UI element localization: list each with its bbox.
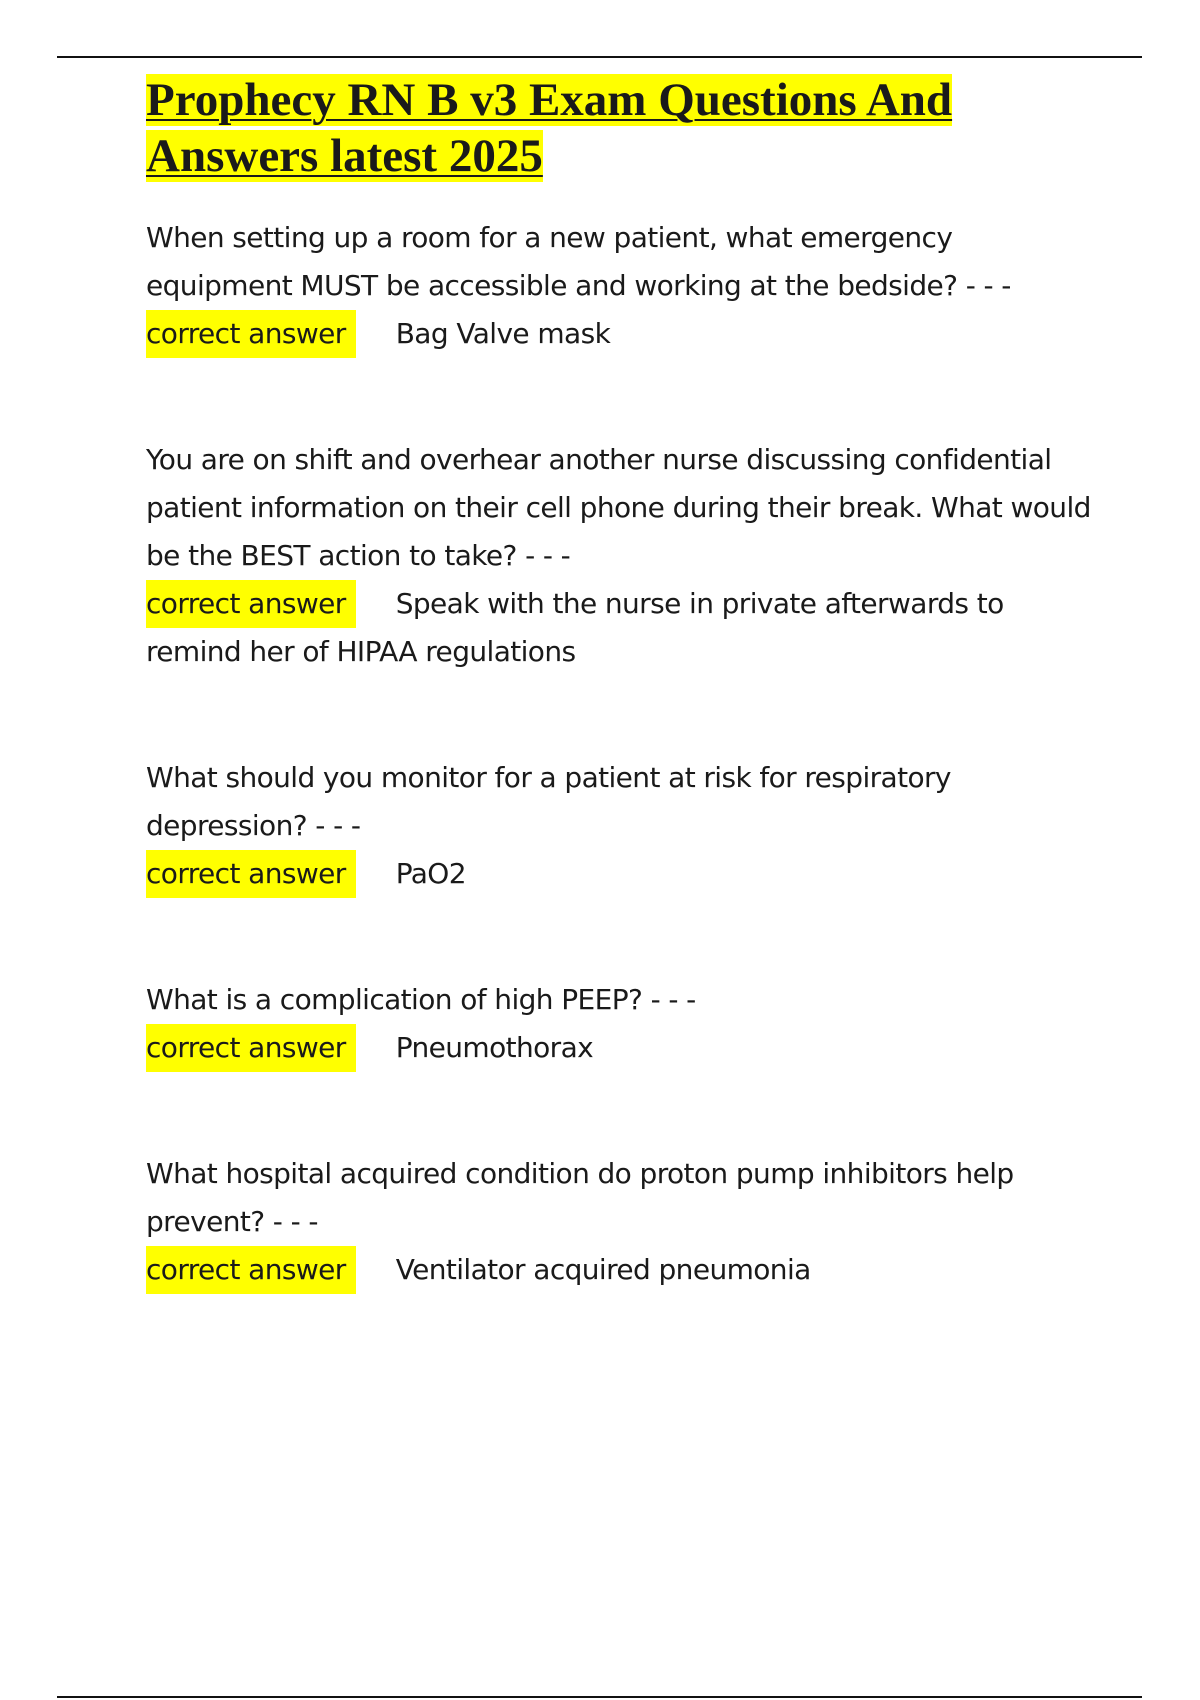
qa-item xyxy=(146,214,1106,358)
title-line-2: Answers latest 2025 xyxy=(146,130,543,182)
question-text: What hospital acquired condition do proton pump inhibitors help prevent? - - - xyxy=(146,1157,1014,1238)
header-rule xyxy=(57,56,1142,58)
correct-answer-tag: correct answer xyxy=(146,850,356,898)
answer-line xyxy=(146,1246,1106,1294)
answer-text: Pneumothorax xyxy=(395,1031,594,1064)
question-text: When setting up a room for a new patient, what emergency equipment MUST be accessible and working at the bedside? - - - xyxy=(146,221,1011,302)
answer-text: Speak with the nurse in private afterwards to remind her of HIPAA regulations xyxy=(146,587,1004,668)
answer-text: PaO2 xyxy=(395,857,466,890)
correct-answer-tag: correct answer xyxy=(146,580,356,628)
answer-text: Ventilator acquired pneumonia xyxy=(395,1253,811,1286)
correct-answer-tag: correct answer xyxy=(146,1246,356,1294)
question-text: What should you monitor for a patient at risk for respiratory depression? - - - xyxy=(146,761,951,842)
answer-line xyxy=(146,580,1106,676)
answer-line xyxy=(146,1024,1106,1072)
correct-answer-tag: correct answer xyxy=(146,1024,356,1072)
document-body xyxy=(146,72,1106,1372)
qa-item xyxy=(146,976,1106,1072)
qa-item xyxy=(146,1150,1106,1294)
page-title xyxy=(146,72,1106,184)
footer-rule xyxy=(57,1696,1142,1698)
answer-line xyxy=(146,850,1106,898)
correct-answer-tag: correct answer xyxy=(146,310,356,358)
answer-line xyxy=(146,310,1106,358)
question-text: You are on shift and overhear another nurse discussing confidential patient information on their cell phone during their break. What would be the BEST action to take? - - - xyxy=(146,443,1091,572)
qa-list xyxy=(146,214,1106,1294)
title-line-1: Prophecy RN B v3 Exam Questions And xyxy=(146,74,953,126)
question-text: What is a complication of high PEEP? - - - xyxy=(146,983,696,1016)
answer-text: Bag Valve mask xyxy=(395,317,611,350)
qa-item xyxy=(146,436,1106,676)
qa-item xyxy=(146,754,1106,898)
